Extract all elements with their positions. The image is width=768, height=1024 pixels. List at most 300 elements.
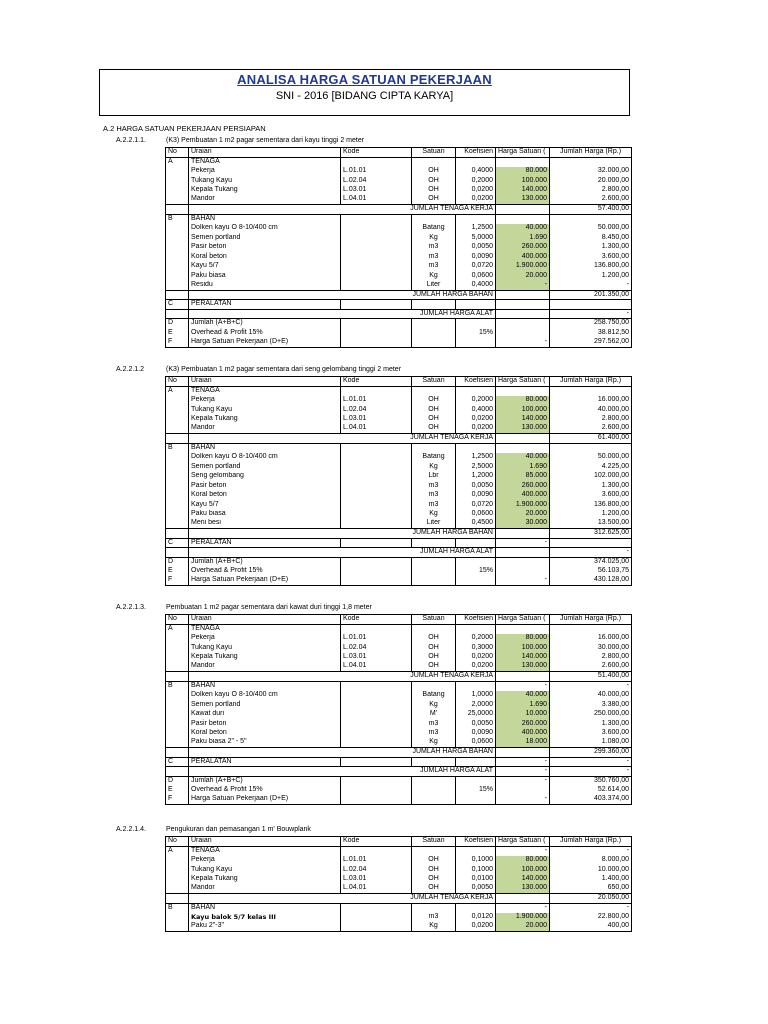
row-no (166, 634, 189, 644)
total-price: 350.760,00 (550, 776, 632, 786)
item-unit (412, 786, 456, 796)
row-no: E (166, 567, 189, 577)
item-code (341, 271, 412, 281)
row-no (166, 913, 189, 923)
unit-price: - (496, 757, 550, 767)
item-code (341, 913, 412, 923)
item-code (341, 500, 412, 510)
table-row (166, 319, 632, 329)
unit-price (496, 328, 550, 338)
item-unit: m3 (412, 491, 456, 501)
item-description: TENAGA (189, 386, 341, 396)
item-description: Meni besi (189, 519, 341, 529)
table-row (166, 243, 632, 253)
unit-price (496, 748, 550, 758)
row-no: B (166, 903, 189, 913)
row-no: F (166, 338, 189, 348)
item-unit (412, 795, 456, 805)
total-price: 312.625,00 (550, 529, 632, 539)
column-header: Satuan (412, 377, 456, 387)
item-description: Kepala Tukang (189, 875, 341, 885)
item-unit: m3 (412, 262, 456, 272)
total-price: 10.000,00 (550, 865, 632, 875)
item-coefficient (456, 576, 496, 586)
total-price: - (550, 903, 632, 913)
item-unit: OH (412, 643, 456, 653)
item-description: Jumlah (A+B+C) (189, 776, 341, 786)
item-code: L.03.01 (341, 653, 412, 663)
row-no: F (166, 576, 189, 586)
unit-price: 40.000 (496, 453, 550, 463)
item-code: L.01.01 (341, 856, 412, 866)
item-unit (412, 624, 456, 634)
unit-price: 1.690 (496, 462, 550, 472)
item-description: Koral beton (189, 729, 341, 739)
document-header (99, 69, 630, 116)
total-price: 3.600,00 (550, 491, 632, 501)
total-price: - (550, 548, 632, 558)
row-no (166, 195, 189, 205)
item-coefficient: 0,0090 (456, 491, 496, 501)
block-title: (K3) Pembuatan 1 m2 pagar sementara dari kayu tinggi 2 meter (166, 137, 365, 144)
item-unit: Kg (412, 233, 456, 243)
unit-price (496, 894, 550, 904)
total-price: 2.800,00 (550, 653, 632, 663)
row-no (166, 396, 189, 406)
item-code (341, 624, 412, 634)
row-no (166, 548, 189, 558)
column-header: No (166, 837, 189, 847)
item-code (341, 157, 412, 167)
column-header: Kode (341, 615, 412, 625)
row-no: F (166, 795, 189, 805)
item-description: Koral beton (189, 491, 341, 501)
item-description: Semen portland (189, 233, 341, 243)
item-coefficient: 1,2500 (456, 224, 496, 234)
unit-price: - (496, 846, 550, 856)
total-price (550, 443, 632, 453)
item-code: L.02.04 (341, 405, 412, 415)
total-price: 8.450,00 (550, 233, 632, 243)
unit-price (496, 529, 550, 539)
subtotal-label: JUMLAH TENAGA KERJA (189, 205, 496, 215)
table-row (166, 328, 632, 338)
row-no (166, 186, 189, 196)
unit-price: - (496, 795, 550, 805)
total-price (550, 157, 632, 167)
item-coefficient (456, 757, 496, 767)
total-price: - (550, 281, 632, 291)
item-coefficient: 0,0600 (456, 271, 496, 281)
item-coefficient (456, 157, 496, 167)
unit-price: 30.000 (496, 519, 550, 529)
item-unit: OH (412, 167, 456, 177)
item-unit (412, 846, 456, 856)
item-code: L.02.04 (341, 643, 412, 653)
item-code (341, 386, 412, 396)
total-price: 1.200,00 (550, 271, 632, 281)
subtotal-label: JUMLAH HARGA BAHAN (189, 748, 496, 758)
item-code (341, 300, 412, 310)
item-coefficient (456, 795, 496, 805)
unit-price: 1.900.000 (496, 262, 550, 272)
table-row (166, 856, 632, 866)
item-code: L.04.01 (341, 195, 412, 205)
item-description: Pekerja (189, 396, 341, 406)
item-unit (412, 214, 456, 224)
item-description: Pekerja (189, 167, 341, 177)
table-row (166, 443, 632, 453)
unit-price (496, 443, 550, 453)
item-code (341, 922, 412, 932)
item-code (341, 846, 412, 856)
item-description: Seng gelombang (189, 472, 341, 482)
item-unit: OH (412, 195, 456, 205)
item-code: L.01.01 (341, 396, 412, 406)
item-unit: m3 (412, 719, 456, 729)
table-row (166, 434, 632, 444)
item-description: Jumlah (A+B+C) (189, 557, 341, 567)
row-no (166, 252, 189, 262)
item-coefficient: 0,0120 (456, 913, 496, 923)
item-coefficient: 0,4000 (456, 167, 496, 177)
total-price: 8.000,00 (550, 856, 632, 866)
unit-price: 140.000 (496, 415, 550, 425)
item-unit (412, 538, 456, 548)
item-unit: m3 (412, 500, 456, 510)
column-header: Kode (341, 377, 412, 387)
item-unit (412, 386, 456, 396)
item-coefficient: 15% (456, 786, 496, 796)
unit-price: 18.000 (496, 738, 550, 748)
row-no (166, 405, 189, 415)
unit-price: - (496, 681, 550, 691)
row-no: B (166, 443, 189, 453)
column-header: Satuan (412, 837, 456, 847)
item-code (341, 319, 412, 329)
table-row (166, 757, 632, 767)
item-description: Pasir beton (189, 243, 341, 253)
row-no: E (166, 328, 189, 338)
table-row (166, 922, 632, 932)
item-unit: M' (412, 710, 456, 720)
item-coefficient: 0,2000 (456, 176, 496, 186)
row-no (166, 500, 189, 510)
table-row (166, 281, 632, 291)
total-price: - (550, 309, 632, 319)
subtotal-label: JUMLAH TENAGA KERJA (189, 434, 496, 444)
total-price (550, 538, 632, 548)
total-price: 50.000,00 (550, 453, 632, 463)
column-header: No (166, 148, 189, 158)
subtotal-label: JUMLAH TENAGA KERJA (189, 672, 496, 682)
item-description: Tukang Kayu (189, 176, 341, 186)
table-header-row (166, 148, 632, 158)
unit-price (496, 434, 550, 444)
item-code (341, 729, 412, 739)
total-price: - (550, 846, 632, 856)
total-price: 1.300,00 (550, 243, 632, 253)
item-code: L.04.01 (341, 424, 412, 434)
table-row (166, 510, 632, 520)
row-no: D (166, 319, 189, 329)
table-row (166, 894, 632, 904)
row-no (166, 491, 189, 501)
row-no: A (166, 846, 189, 856)
unit-price (496, 386, 550, 396)
table-row (166, 662, 632, 672)
total-price: 38.812,50 (550, 328, 632, 338)
unit-price (496, 624, 550, 634)
item-code: L.02.04 (341, 865, 412, 875)
total-price: 32.000,00 (550, 167, 632, 177)
item-code (341, 262, 412, 272)
item-unit (412, 776, 456, 786)
table-row (166, 538, 632, 548)
table-row (166, 653, 632, 663)
total-price: 102.000,00 (550, 472, 632, 482)
table-row (166, 214, 632, 224)
item-description: Pasir beton (189, 481, 341, 491)
item-code (341, 776, 412, 786)
total-price: 201.350,00 (550, 290, 632, 300)
item-description: PERALATAN (189, 538, 341, 548)
row-no: D (166, 776, 189, 786)
total-price: 2.600,00 (550, 424, 632, 434)
row-no (166, 262, 189, 272)
analysis-table (165, 376, 632, 586)
column-header: Koefisien (456, 615, 496, 625)
table-row (166, 481, 632, 491)
row-no (166, 462, 189, 472)
row-no (166, 719, 189, 729)
item-code (341, 538, 412, 548)
item-description: Kepala Tukang (189, 415, 341, 425)
table-row (166, 624, 632, 634)
table-row (166, 338, 632, 348)
row-no: A (166, 624, 189, 634)
item-code: L.01.01 (341, 167, 412, 177)
item-code (341, 481, 412, 491)
item-coefficient (456, 443, 496, 453)
item-code (341, 491, 412, 501)
subtotal-label: JUMLAH HARGA BAHAN (189, 529, 496, 539)
item-code: L.04.01 (341, 662, 412, 672)
item-coefficient: 0,0200 (456, 922, 496, 932)
row-no: B (166, 681, 189, 691)
item-unit (412, 319, 456, 329)
subtotal-label: JUMLAH HARGA ALAT (189, 548, 496, 558)
item-description: Harga Satuan Pekerjaan (D+E) (189, 795, 341, 805)
row-no (166, 922, 189, 932)
table-row (166, 767, 632, 777)
table-row (166, 567, 632, 577)
row-no (166, 176, 189, 186)
unit-price (496, 157, 550, 167)
analysis-table (165, 147, 632, 348)
total-price: 3.600,00 (550, 729, 632, 739)
unit-price: 1.900.000 (496, 500, 550, 510)
table-row (166, 729, 632, 739)
column-header: Harga Satuan ( (496, 148, 550, 158)
item-unit: Liter (412, 281, 456, 291)
total-price: 30.000,00 (550, 643, 632, 653)
item-code: L.03.01 (341, 875, 412, 885)
item-description: Paku biasa (189, 510, 341, 520)
item-code (341, 510, 412, 520)
item-coefficient: 0,0090 (456, 252, 496, 262)
item-description: Harga Satuan Pekerjaan (D+E) (189, 338, 341, 348)
item-description: Koral beton (189, 252, 341, 262)
item-unit: m3 (412, 913, 456, 923)
item-unit (412, 338, 456, 348)
item-unit (412, 557, 456, 567)
column-header: No (166, 615, 189, 625)
row-no: C (166, 300, 189, 310)
block-code: A.2.2.1.1. (116, 137, 146, 144)
item-code (341, 233, 412, 243)
total-price: 2.600,00 (550, 662, 632, 672)
item-unit: Kg (412, 271, 456, 281)
item-code: L.01.01 (341, 634, 412, 644)
item-code (341, 252, 412, 262)
unit-price: 20.000 (496, 510, 550, 520)
unit-price (496, 567, 550, 577)
item-unit: OH (412, 424, 456, 434)
row-no (166, 415, 189, 425)
item-code (341, 338, 412, 348)
item-code (341, 472, 412, 482)
item-coefficient: 0,0050 (456, 481, 496, 491)
row-no: B (166, 214, 189, 224)
item-coefficient: 0,0720 (456, 262, 496, 272)
unit-price: 80.000 (496, 634, 550, 644)
column-header: Uraian (189, 615, 341, 625)
row-no: D (166, 557, 189, 567)
item-coefficient: 0,0090 (456, 729, 496, 739)
row-no (166, 243, 189, 253)
block-code: A.2.2.1.3. (116, 604, 146, 611)
table-row (166, 519, 632, 529)
table-row (166, 167, 632, 177)
item-coefficient (456, 538, 496, 548)
table-row (166, 875, 632, 885)
item-coefficient: 0,0050 (456, 719, 496, 729)
item-unit (412, 681, 456, 691)
total-price: 52.614,00 (550, 786, 632, 796)
item-description: Semen portland (189, 700, 341, 710)
item-coefficient: 0,1000 (456, 865, 496, 875)
unit-price (496, 548, 550, 558)
unit-price (496, 557, 550, 567)
column-header: Koefisien (456, 148, 496, 158)
table-row (166, 252, 632, 262)
unit-price: 85.000 (496, 472, 550, 482)
item-code (341, 224, 412, 234)
unit-price (496, 300, 550, 310)
row-no (166, 672, 189, 682)
subtotal-label: JUMLAH HARGA BAHAN (189, 290, 496, 300)
item-code: L.02.04 (341, 176, 412, 186)
row-no (166, 856, 189, 866)
item-description: Pekerja (189, 856, 341, 866)
row-no (166, 894, 189, 904)
total-price: 16.000,00 (550, 396, 632, 406)
table-row (166, 205, 632, 215)
table-row (166, 415, 632, 425)
table-row (166, 557, 632, 567)
total-price: - (550, 681, 632, 691)
unit-price: 400.000 (496, 252, 550, 262)
unit-price: - (496, 338, 550, 348)
unit-price: 140.000 (496, 186, 550, 196)
unit-price: 20.000 (496, 271, 550, 281)
unit-price: 1.900.000 (496, 913, 550, 923)
block-code: A.2.2.1.4. (116, 826, 146, 833)
total-price (550, 624, 632, 634)
item-unit (412, 157, 456, 167)
item-coefficient (456, 338, 496, 348)
unit-price: 20.000 (496, 922, 550, 932)
item-unit: Kg (412, 510, 456, 520)
total-price: 56.103,75 (550, 567, 632, 577)
row-no: A (166, 157, 189, 167)
row-no: E (166, 786, 189, 796)
item-description: Overhead & Profit 15% (189, 786, 341, 796)
row-no (166, 748, 189, 758)
total-price: 57.400,00 (550, 205, 632, 215)
row-no: C (166, 757, 189, 767)
total-price: 650,00 (550, 884, 632, 894)
item-description: PERALATAN (189, 757, 341, 767)
item-code (341, 281, 412, 291)
row-no (166, 510, 189, 520)
row-no (166, 884, 189, 894)
item-description: Dolken kayu O 8-10/400 cm (189, 691, 341, 701)
item-description: Paku biasa (189, 271, 341, 281)
column-header: Harga Satuan ( (496, 615, 550, 625)
block-title: (K3) Pembuatan 1 m2 pagar sementara dari seng gelombang tinggi 2 meter (166, 366, 402, 373)
document-title: ANALISA HARGA SATUAN PEKERJAAN (237, 72, 492, 87)
column-header: Jumlah Harga (Rp.) (550, 148, 632, 158)
total-price: - (550, 767, 632, 777)
table-header-row (166, 837, 632, 847)
unit-price: - (496, 281, 550, 291)
item-unit: Batang (412, 453, 456, 463)
unit-price: 130.000 (496, 884, 550, 894)
column-header: No (166, 377, 189, 387)
total-price: 2.800,00 (550, 415, 632, 425)
unit-price: 400.000 (496, 491, 550, 501)
item-coefficient: 0,0200 (456, 415, 496, 425)
unit-price: 100.000 (496, 865, 550, 875)
row-no (166, 519, 189, 529)
item-description: Kepala Tukang (189, 186, 341, 196)
unit-price: 260.000 (496, 243, 550, 253)
item-description: BAHAN (189, 443, 341, 453)
unit-price (496, 786, 550, 796)
item-description: Dolken kayu O 8-10/400 cm (189, 224, 341, 234)
column-header: Uraian (189, 837, 341, 847)
total-price: 61.400,00 (550, 434, 632, 444)
item-unit: Batang (412, 224, 456, 234)
table-row (166, 462, 632, 472)
item-description (189, 913, 341, 923)
row-no (166, 700, 189, 710)
item-coefficient: 0,3000 (456, 643, 496, 653)
row-no (166, 281, 189, 291)
column-header: Kode (341, 837, 412, 847)
